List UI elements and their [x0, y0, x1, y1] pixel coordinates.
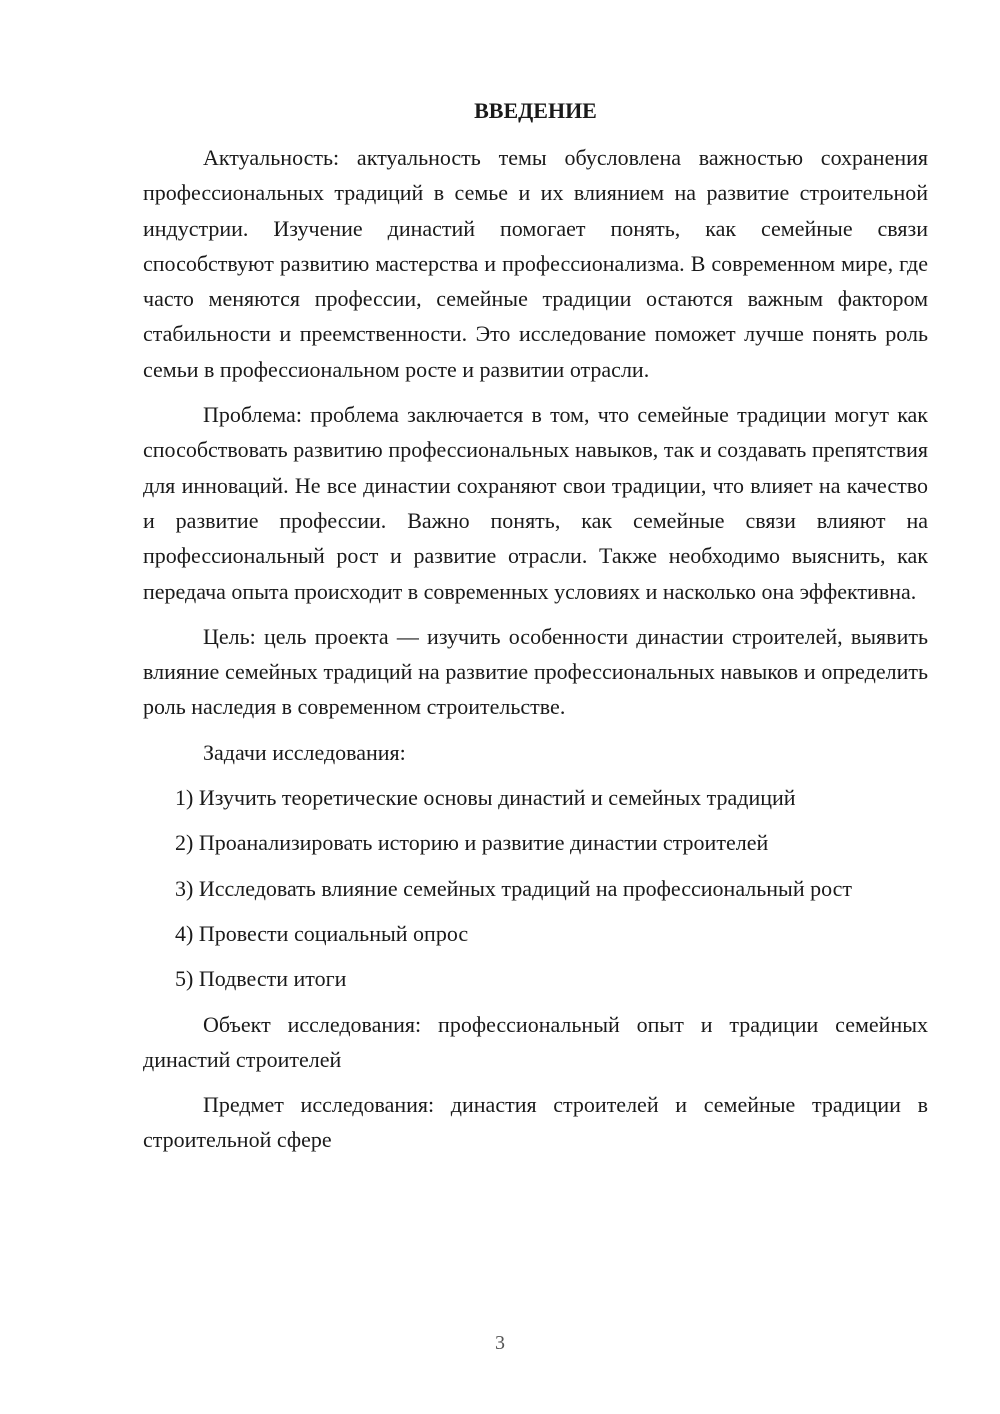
task-item-3: 3) Исследовать влияние семейных традиций на профессиональный рост: [175, 875, 853, 901]
task-item-2: 2) Проанализировать историю и развитие династии строителей: [175, 830, 769, 856]
relevance-paragraph: Актуальность: актуальность темы обусловлена важностью сохранения профессиональных традиций в семье и их влиянием на развитие строительной индустрии. Изучение династий помогает понять, как семейные связи способствуют развитию мастерства и профессионализма. В современном мире, где часто меняются профессии, семейные традиции остаются важным фактором стабильности и преемственности. Это исследование поможет лучше понять роль семьи в профессиональном росте и развитии отрасли.: [143, 145, 928, 382]
tasks-heading: Задачи исследования:: [203, 739, 406, 765]
task-item-1: 1) Изучить теоретические основы династий и семейных традиций: [175, 785, 796, 811]
object-paragraph: Объект исследования: профессиональный опыт и традиции семейных династий строителей: [143, 1011, 928, 1072]
task-item-5: 5) Подвести итоги: [175, 966, 347, 992]
problem-paragraph: Проблема: проблема заключается в том, что семейные традиции могут как способствовать развитию профессиональных навыков, так и создавать препятствия для инноваций. Не все династии сохраняют свои традиции, что влияет на качество и развитие профессии. Важно понять, как семейные связи влияют на профессиональный рост и развитие отрасли. Также необходимо выяснить, как передача опыта происходит в современных условиях и насколько она эффективна.: [143, 402, 928, 604]
subject-paragraph: Предмет исследования: династия строителей и семейные традиции в строительной сфере: [143, 1092, 928, 1153]
goal-paragraph: Цель: цель проекта — изучить особенности династии строителей, выявить влияние семейных традиций на развитие профессиональных навыков и определить роль наследия в современном строительстве.: [143, 623, 928, 720]
page-title: ВВЕДЕНИЕ: [474, 98, 597, 123]
task-item-4: 4) Провести социальный опрос: [175, 920, 469, 946]
page-number: 3: [495, 1332, 505, 1354]
document-page: [143, 95, 928, 1168]
